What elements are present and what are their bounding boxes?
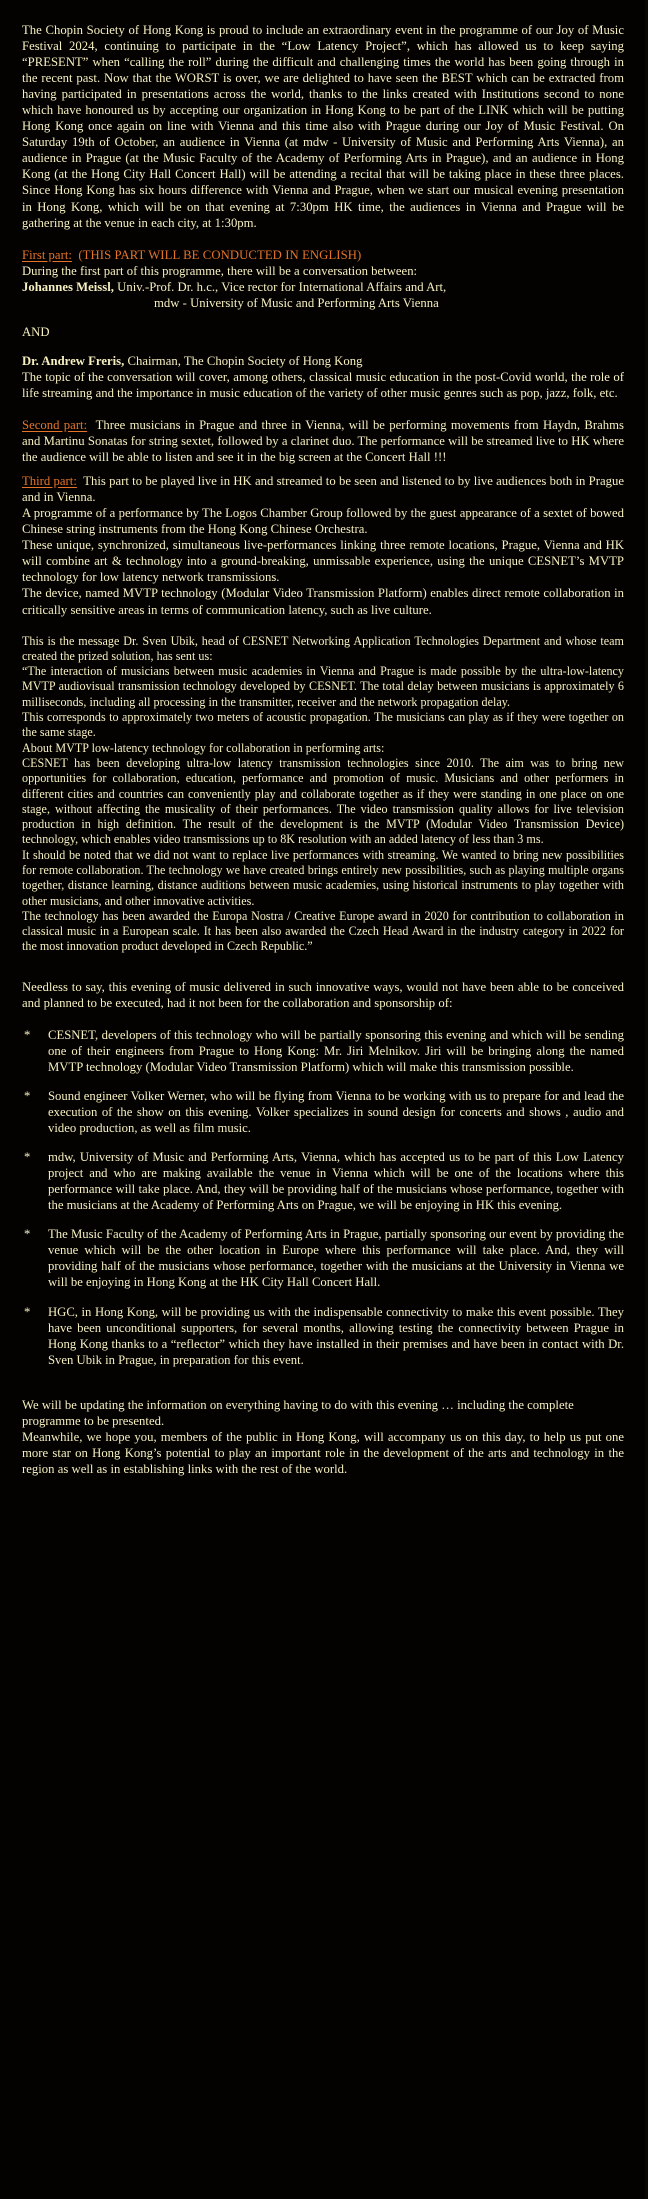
sponsor-item-text: CESNET, developers of this technology who will be partially sponsoring this evening and which will be sending one of their engineers from Prague to Hong Kong: Mr. Jiri Melnikov. Jiri will be bringing along the named MVTP technology (Modular Video Transmission Platform) which will make this transmission possible.: [48, 1027, 624, 1074]
cesnet-quote-2: This corresponds to approximately two meters of acoustic propagation. The musicians can play as if they were together on the same stage.: [22, 710, 624, 740]
spacer: [22, 971, 624, 979]
second-part-body: Three musicians in Prague and three in Vienna, will be performing movements from Haydn, Brahms and Martinu Sonatas for string sextet, followed by a clarinet duo. The performance will be streamed live to HK where the audience will be able to listen and see it in the big screen at the Concert Hall !!!: [22, 417, 625, 465]
sponsor-item-text: The Music Faculty of the Academy of Performing Arts in Prague, partially sponsoring our event by providing the venue which will be the other location in Europe where this performance will take place. And, they will providing half of the musicians whose performance, together with the musicians at the University in Vienna we will be enjoying in Hong Kong at the HK City Hall Concert Hall.: [48, 1227, 624, 1290]
spacer: [22, 340, 624, 353]
speaker-2-name: Dr. Andrew Freris,: [22, 353, 125, 368]
third-part-paragraph: [22, 473, 624, 505]
spacer: [22, 1384, 624, 1397]
list-item: [22, 1304, 624, 1368]
spacer: [22, 231, 624, 247]
bullet-asterisk-icon: *: [24, 1227, 31, 1242]
cesnet-quote-5: It should be noted that we did not want to replace live performances with streaming. We wanted to bring new possibilities for remote collaboration. The technology we have created brings entirely new possibilities, such as playing multiple organs together, distance learning, distance auditions between music academies, using historical instruments to play together with other musicians, and other innovative activities.: [22, 847, 624, 908]
list-item: [22, 1088, 624, 1136]
cesnet-quote-4: CESNET has been developing ultra-low latency transmission technologies since 2010. The aim was to bring new opportunities for collaboration, education, performance and promotion of music. Musicians and other performers in different cities and countries can conveniently play and collaborate together as if they were standing in one place on one stage, without affecting the musicality of their performances. The video transmission quality allows for live television production in high definition. The result of the development is the MVTP (Modular Video Transmission Device) technology, which enables video transmissions up to 8K resolution with an added latency of less than 3 ms.: [22, 755, 624, 847]
spacer: [22, 465, 624, 473]
first-part-label: First part:: [22, 247, 72, 262]
third-part-body: This part to be played live in HK and streamed to be seen and listened to by live audiences both in Prague and in Vienna.: [22, 474, 624, 505]
spacer-text: [87, 418, 95, 432]
spacer: [22, 955, 624, 971]
third-part-label: Third part:: [22, 474, 77, 489]
conjunction-and: AND: [22, 324, 50, 339]
third-part-paragraph-4: The device, named MVTP technology (Modular Video Transmission Platform) enables direct remote collaboration in critically sensitive areas in terms of communication latency, such as live culture.: [22, 586, 624, 617]
list-item: [22, 1149, 624, 1213]
bullet-asterisk-icon: *: [24, 1027, 31, 1042]
first-part-topic: The topic of the conversation will cover, among others, classical music education in the post-Covid world, the role of life streaming and the importance in music education of the variety of other music genres such as pop, jazz, folk, etc.: [22, 369, 624, 400]
sponsor-list: [22, 1027, 624, 1368]
speaker-2-title: Chairman, The Chopin Society of Hong Kong: [124, 353, 363, 368]
first-part-english-note: (THIS PART WILL BE CONDUCTED IN ENGLISH): [78, 247, 362, 262]
second-part-label: Second part:: [22, 417, 88, 432]
cesnet-intro: This is the message Dr. Sven Ubik, head of CESNET Networking Application Technologies Department and whose team created the prized solution, has sent us:: [22, 633, 624, 663]
speaker-2-line: [22, 353, 624, 369]
speaker-1-affiliation-line: [22, 295, 624, 311]
list-item: [22, 1226, 624, 1290]
speaker-1-name: Johannes Meissl,: [22, 279, 114, 294]
speaker-1-title: Univ.-Prof. Dr. h.c., Vice rector for International Affairs and Art,: [113, 279, 447, 294]
spacer: [22, 311, 624, 324]
spacer: [22, 618, 624, 634]
spacer: [22, 1011, 624, 1027]
first-part-lead-in: During the first part of this programme, there will be a conversation between:: [22, 263, 418, 278]
speaker-1-line: [22, 279, 624, 295]
bullet-asterisk-icon: *: [24, 1089, 31, 1104]
spacer: [22, 1368, 624, 1384]
first-part-heading-line: [22, 247, 624, 263]
cesnet-quote-6: The technology has been awarded the Europa Nostra / Creative Europe award in 2020 for contribution to collaboration in classical music in a European scale. It has been also awarded the Czech Head Award in the industry category in 2022 for the most innovation product developed in Czech Republic.”: [22, 908, 624, 954]
sponsor-item-text: Sound engineer Volker Werner, who will be flying from Vienna to be working with us to prepare for and lead the execution of the show on this evening. Volker specializes in sound design for concerts and shows , audio and video production, as well as film music.: [48, 1089, 624, 1136]
list-item: [22, 1027, 624, 1075]
sponsors-lead-in: Needless to say, this evening of music delivered in such innovative ways, would not have been able to be conceived and planned to be executed, had it not been for the collaboration and sponsorship of:: [22, 979, 624, 1010]
speaker-1-affiliation: mdw - University of Music and Performing Arts Vienna: [154, 295, 439, 310]
sponsor-item-text: HGC, in Hong Kong, will be providing us with the indispensable connectivity to make this event possible. They have been unconditional supporters, for several months, allowing testing the connectivity between Prague in Hong Kong thanks to a “reflector” which they have installed in their premises and have been in contact with Dr. Sven Ubik in Prague, in preparation for this event.: [48, 1304, 624, 1367]
third-part-paragraph-3: These unique, synchronized, simultaneous live-performances linking three remote locations, Prague, Vienna and HK will combine art & technology into a ground-breaking, unmissable experience, using the unique CESNET’s MVTP technology for low latency network transmissions.: [22, 538, 624, 585]
intro-paragraph: The Chopin Society of Hong Kong is proud to include an extraordinary event in the programme of our Joy of Music Festival 2024, continuing to participate in the “Low Latency Project”, which has allowed us to keep saying “PRESENT” when “calling the roll” during the difficult and challenging times the world has been going through in the recent past. Now that the WORST is over, we are delighted to have seen the BEST which can be extracted from having participated in presentations across the world, thanks to the links created with Institutions second to none which have honoured us by accepting our organization in Hong Kong to be part of the LINK which will be putting Hong Kong once again on line with Vienna and this time also with Prague during our Joy of Music Festival. On Saturday 19th of October, an audience in Vienna (at mdw - University of Music and Performing Arts Vienna), an audience in Prague (at the Music Faculty of the Academy of Performing Arts in Prague), and an audience in Hong Kong (at the Hong City Hall Concert Hall) will be attending a recital that will be taking place in these three places. Since Hong Kong has six hours difference with Vienna and Prague, when we start our musical evening presentation in Hong Kong, which will be on that evening at 7:30pm HK time, the audiences in Vienna and Prague will be gathering at the venue in each city, at 1:30pm.: [22, 23, 624, 230]
cesnet-quote-3: About MVTP low-latency technology for collaboration in performing arts:: [22, 740, 385, 755]
closing-line-1: We will be updating the information on everything having to do with this evening … including the complete programme to be presented.: [22, 1397, 574, 1428]
bullet-asterisk-icon: *: [24, 1304, 31, 1319]
second-part-paragraph: [22, 417, 624, 465]
bullet-asterisk-icon: *: [24, 1150, 31, 1165]
sponsor-item-text: mdw, University of Music and Performing Arts, Vienna, which has accepted us to be part of this Low Latency project and who are making available the venue in Vienna which will be one of the locations where this performance will take place. And, they will be providing half of the musicians whose performance, together with the musicians at the Academy of Performing Arts on Prague, we will be enjoying in HK this evening.: [48, 1150, 624, 1213]
third-part-paragraph-2: A programme of a performance by The Logos Chamber Group followed by the guest appearance of a sextet of bowed Chinese string instruments from the Hong Kong Chinese Orchestra.: [22, 506, 624, 537]
cesnet-message-block: [22, 634, 624, 955]
closing-line-2: Meanwhile, we hope you, members of the public in Hong Kong, will accompany us on this day, to help us put one more star on Hong Kong’s potential to play an important role in the development of the arts and technology in the region as well as in establishing links with the rest of the world.: [22, 1429, 624, 1476]
cesnet-quote-1: “The interaction of musicians between music academies in Vienna and Prague is made possible by the ultra-low-latency MVTP audiovisual transmission technology developed by CESNET. The total delay between musicians is approximately 6 milliseconds, including all processing in the transmitter, receiver and the network propagation delay.: [22, 664, 624, 709]
spacer: [22, 401, 624, 417]
